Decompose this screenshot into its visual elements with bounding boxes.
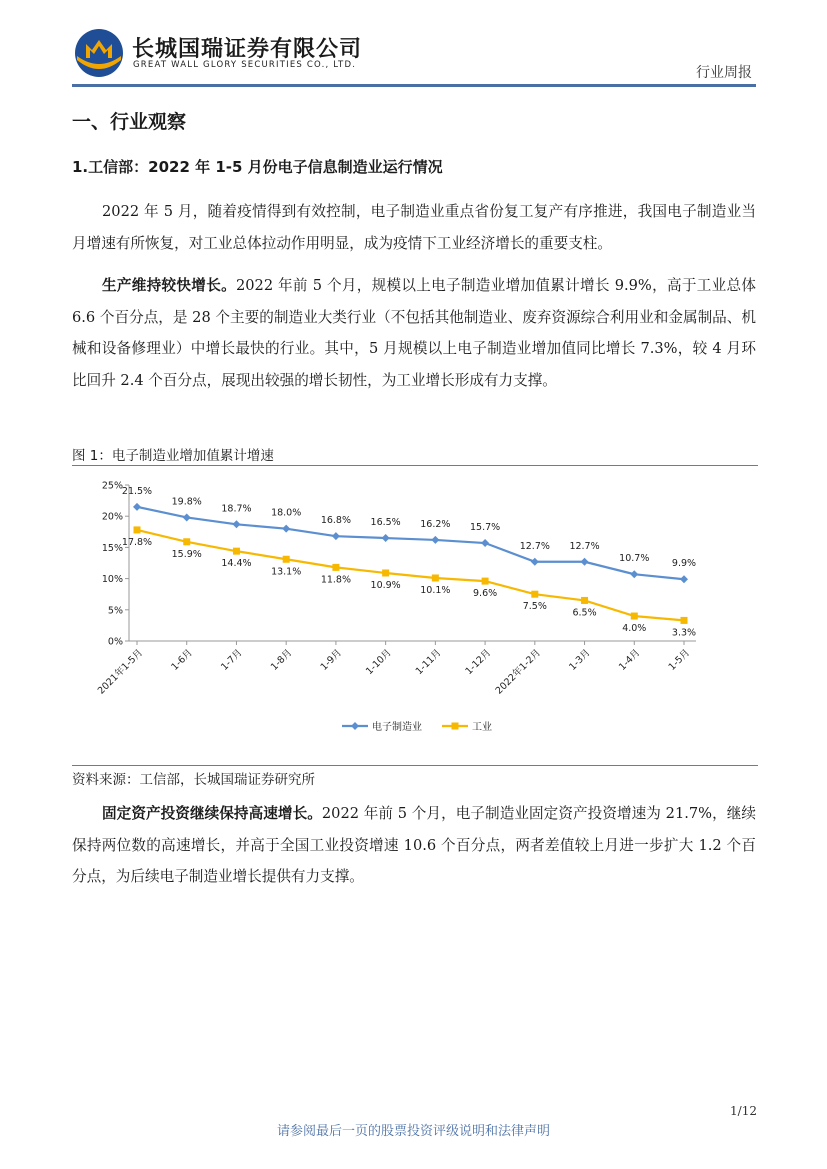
sub-title: 1.工信部：2022 年 1-5 月份电子信息制造业运行情况 — [72, 158, 443, 176]
data-label: 6.5% — [572, 607, 597, 619]
data-label: 10.7% — [619, 553, 650, 565]
data-label: 12.7% — [569, 540, 600, 552]
y-tick-label: 5% — [107, 605, 123, 617]
paragraph-3-lead: 固定资产投资继续保持高速增长。 — [102, 805, 322, 822]
data-label: 21.5% — [121, 485, 153, 497]
data-point — [581, 597, 588, 604]
header-divider — [72, 84, 756, 87]
x-tick-label: 1-10月 — [364, 647, 394, 678]
data-point — [531, 591, 538, 598]
paragraph-1: 2022 年 5 月，随着疫情得到有效控制，电子制造业重点省份复工复产有序推进，我国电子制造业当月增速有所恢复，对工业总体拉动作用明显，成为疫情下工业经济增长的重要支柱。 — [72, 203, 756, 252]
data-label: 10.9% — [370, 579, 401, 591]
series-line — [137, 530, 684, 620]
data-label: 10.1% — [420, 584, 451, 596]
data-point — [382, 534, 390, 542]
data-label: 7.5% — [522, 601, 547, 613]
data-point — [382, 569, 389, 576]
legend-label: 工业 — [472, 722, 492, 733]
page-header — [72, 26, 756, 88]
data-label: 16.2% — [420, 518, 451, 530]
y-tick-label: 20% — [101, 511, 123, 523]
data-point — [581, 558, 589, 566]
x-tick-label: 2022年1-2月 — [493, 647, 543, 697]
x-tick-label: 1-4月 — [616, 647, 643, 673]
data-point — [134, 526, 141, 533]
legend-label: 电子制造业 — [372, 722, 422, 733]
x-tick-label: 1-7月 — [219, 647, 245, 673]
x-tick-label: 1-3月 — [567, 647, 593, 673]
page-number: 1/12 — [730, 1104, 757, 1118]
paragraph-2: 生产维持较快增长。2022 年前 5 个月，规模以上电子制造业增加值累计增长 9.9%，高于工业总体 6.6 个百分点，是 28 个主要的制造业大类行业（不包括其他制造业、废弃资源综合利用业和金属制品、机械和设备修理业）中增长最快的行业。其中，5 月规模以上电子制造业增加值同比增长 7.3%，较 4 月环比回升 2.4 个百分点，展现出较强的增长韧性，为工业增长形成有力支撑。 — [72, 277, 756, 389]
data-point — [481, 539, 489, 547]
data-label: 11.8% — [320, 574, 352, 586]
data-point — [232, 520, 240, 528]
data-label: 9.6% — [473, 588, 498, 600]
chart-legend — [342, 720, 492, 733]
x-tick-label: 1-5月 — [666, 647, 693, 673]
data-point — [431, 536, 439, 544]
data-point — [233, 548, 240, 555]
data-label: 9.9% — [671, 558, 697, 570]
legend-item-industry — [442, 720, 492, 733]
data-label: 15.7% — [469, 522, 501, 534]
x-tick-label: 1-11月 — [413, 647, 444, 678]
x-tick-label: 1-8月 — [268, 647, 295, 673]
data-point — [432, 574, 439, 581]
x-tick-label: 1-12月 — [463, 647, 494, 678]
line-chart — [72, 467, 758, 763]
data-point — [332, 532, 340, 540]
x-axis — [95, 641, 696, 697]
data-label: 14.4% — [221, 558, 252, 570]
y-tick-label: 25% — [101, 480, 123, 492]
data-label: 18.7% — [221, 503, 252, 515]
series-industry — [122, 526, 696, 638]
data-label: 3.3% — [671, 627, 697, 639]
x-tick-label: 1-9月 — [318, 647, 345, 673]
x-tick-label: 2021年1-5月 — [95, 647, 146, 697]
figure-bottom-rule — [72, 765, 758, 766]
data-point — [332, 564, 339, 571]
data-point — [631, 613, 638, 620]
report-type: 行业周报 — [696, 65, 752, 81]
legend-item-electronics — [342, 720, 422, 733]
data-point — [681, 617, 688, 624]
y-tick-label: 10% — [101, 574, 123, 586]
y-tick-label: 15% — [101, 542, 123, 554]
legend-marker — [452, 723, 459, 730]
series-line — [137, 507, 684, 579]
company-name-cn: 长城国瑞证券有限公司 — [132, 37, 363, 62]
data-point — [283, 556, 290, 563]
data-label: 13.1% — [271, 566, 302, 578]
data-label: 15.9% — [171, 548, 202, 560]
data-label: 18.0% — [271, 507, 302, 519]
company-logo-icon — [74, 28, 124, 78]
data-point — [183, 513, 191, 521]
paragraph-2-lead: 生产维持较快增长。 — [102, 277, 236, 294]
figure-top-rule — [72, 465, 758, 466]
figure-source: 资料来源：工信部，长城国瑞证券研究所 — [72, 772, 315, 788]
x-tick-label: 1-6月 — [169, 647, 195, 673]
data-label: 16.5% — [370, 517, 401, 529]
data-point — [482, 578, 489, 585]
company-name-en: GREAT WALL GLORY SECURITIES CO., LTD. — [133, 60, 357, 70]
data-point — [531, 558, 539, 566]
data-point — [630, 570, 638, 578]
data-label: 16.8% — [320, 515, 352, 527]
data-point — [183, 538, 190, 545]
footer-disclaimer: 请参阅最后一页的股票投资评级说明和法律声明 — [276, 1124, 550, 1139]
data-label: 19.8% — [171, 496, 202, 508]
data-point — [282, 525, 290, 533]
legend-marker — [351, 722, 359, 730]
y-tick-label: 0% — [107, 636, 123, 648]
data-point — [133, 503, 141, 511]
y-axis — [102, 481, 129, 648]
section-title: 一、行业观察 — [72, 111, 187, 133]
data-point — [680, 575, 688, 583]
data-label: 12.7% — [519, 540, 550, 552]
data-label: 4.0% — [622, 623, 647, 635]
paragraph-3: 固定资产投资继续保持高速增长。2022 年前 5 个月，电子制造业固定资产投资增速为 21.7%，继续保持两位数的高速增长，并高于全国工业投资增速 10.6 个百分点，两者差值较上月进一步扩大 1.2 个百分点，为后续电子制造业增长提供有力支撑。 — [72, 805, 756, 885]
data-label: 17.8% — [121, 536, 153, 548]
figure-title: 图 1：电子制造业增加值累计增速 — [72, 448, 274, 464]
series-layer — [122, 486, 696, 639]
